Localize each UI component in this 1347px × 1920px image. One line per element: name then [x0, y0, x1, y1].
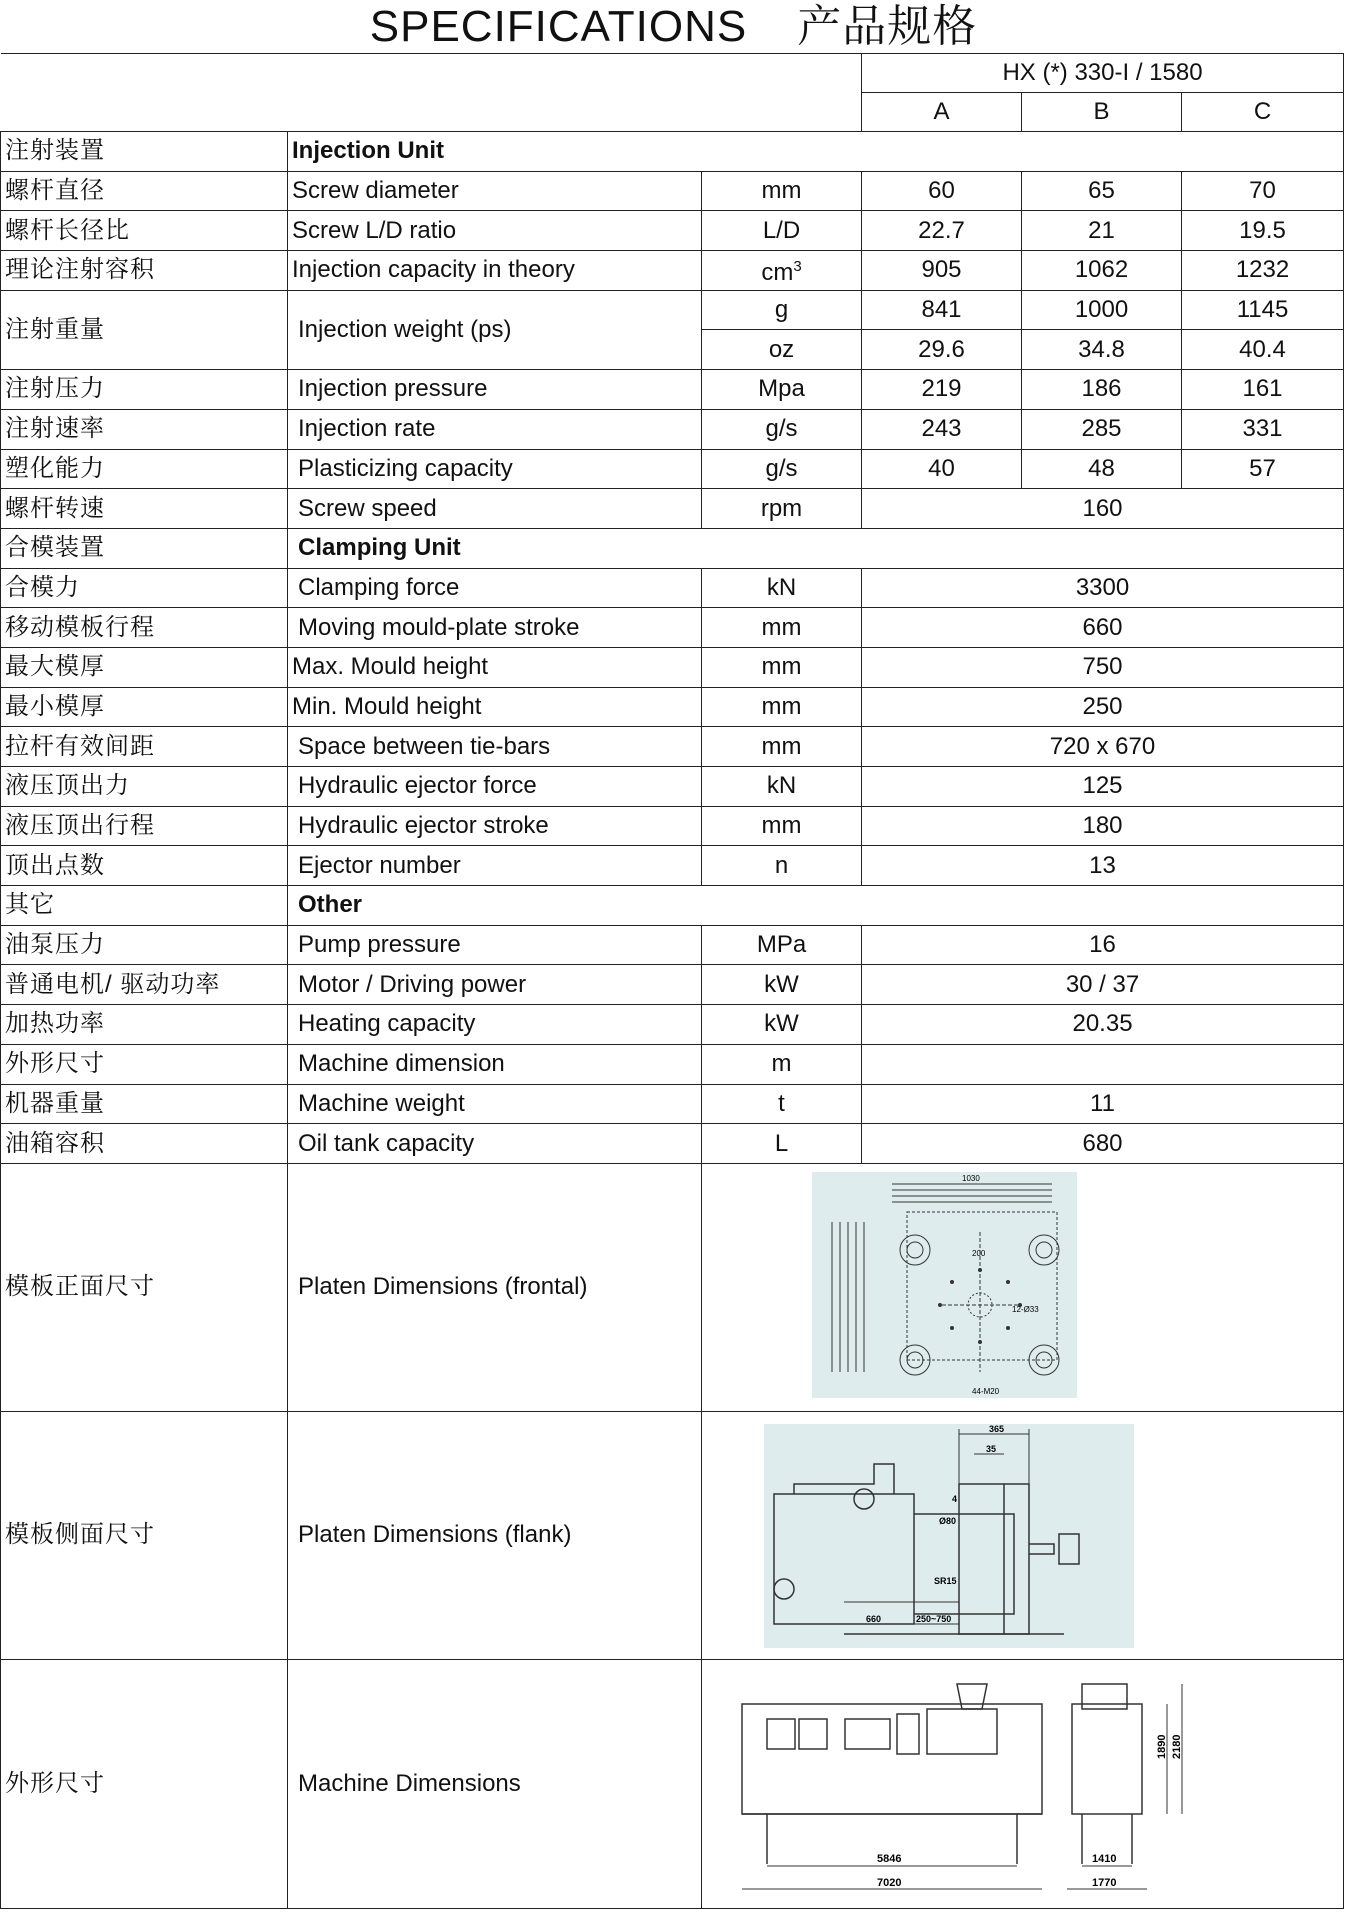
dim-label: 4	[952, 1493, 958, 1504]
table-row	[1, 568, 1344, 608]
value-c: 70	[1182, 171, 1344, 211]
value-a: 60	[862, 171, 1022, 211]
dim-label: 660	[866, 1613, 882, 1624]
row-unit: m	[702, 1044, 862, 1084]
row-cn: 液压顶出行程	[1, 806, 288, 846]
row-cn: 外形尺寸	[1, 1044, 288, 1084]
dim-label: 1410	[1092, 1852, 1117, 1865]
row-en: Plasticizing capacity	[288, 449, 702, 489]
row-en: Platen Dimensions (flank)	[288, 1411, 702, 1659]
header-blank	[1, 54, 862, 132]
dim-label: SR15	[934, 1575, 957, 1586]
platen-frontal-svg	[812, 1172, 1077, 1398]
platen-flank-drawing	[702, 1411, 1344, 1659]
section-en: Injection Unit	[288, 132, 1344, 172]
section-other	[1, 886, 1344, 926]
row-en: Screw speed	[288, 489, 702, 529]
section-en: Other	[288, 886, 1344, 926]
value-c: 1145	[1182, 290, 1344, 330]
row-unit: mm	[702, 647, 862, 687]
row-en: Screw diameter	[288, 171, 702, 211]
row-en: Moving mould-plate stroke	[288, 608, 702, 648]
row-value: 20.35	[862, 1005, 1344, 1045]
row-unit: kW	[702, 965, 862, 1005]
value-b: 285	[1022, 409, 1182, 449]
table-row	[1, 290, 1344, 330]
column-a-header: A	[862, 93, 1022, 132]
table-row	[1, 211, 1344, 251]
row-value: 250	[862, 687, 1344, 727]
value-c: 1232	[1182, 251, 1344, 291]
table-row	[1, 1124, 1344, 1164]
row-en: Max. Mould height	[288, 647, 702, 687]
dim-label: 44-M20	[972, 1386, 1000, 1396]
row-unit: kN	[702, 767, 862, 807]
row-en: Injection capacity in theory	[288, 251, 702, 291]
row-cn: 加热功率	[1, 1005, 288, 1045]
row-value: 30 / 37	[862, 965, 1344, 1005]
value-a: 22.7	[862, 211, 1022, 251]
row-unit: g	[702, 290, 862, 330]
drawing-row-machine	[1, 1659, 1344, 1908]
row-unit: mm	[702, 687, 862, 727]
row-en: Oil tank capacity	[288, 1124, 702, 1164]
section-cn: 合模装置	[1, 528, 288, 568]
table-row	[1, 846, 1344, 886]
row-value: 660	[862, 608, 1344, 648]
row-cn: 油箱容积	[1, 1124, 288, 1164]
value-a: 219	[862, 370, 1022, 410]
row-unit: oz	[702, 330, 862, 370]
row-value: 3300	[862, 568, 1344, 608]
row-cn: 模板正面尺寸	[1, 1163, 288, 1411]
table-row	[1, 1005, 1344, 1045]
drawing-row-frontal	[1, 1163, 1344, 1411]
row-cn: 普通电机/ 驱动功率	[1, 965, 288, 1005]
row-en: Heating capacity	[288, 1005, 702, 1045]
row-en: Screw L/D ratio	[288, 211, 702, 251]
table-row	[1, 489, 1344, 529]
column-b-header: B	[1022, 93, 1182, 132]
value-a: 243	[862, 409, 1022, 449]
row-en: Machine dimension	[288, 1044, 702, 1084]
value-c: 57	[1182, 449, 1344, 489]
row-cn: 最小模厚	[1, 687, 288, 727]
row-en: Hydraulic ejector force	[288, 767, 702, 807]
row-value: 180	[862, 806, 1344, 846]
row-value: 13	[862, 846, 1344, 886]
row-unit: g/s	[702, 449, 862, 489]
value-c: 19.5	[1182, 211, 1344, 251]
row-unit: L/D	[702, 211, 862, 251]
row-unit: kW	[702, 1005, 862, 1045]
row-value: 160	[862, 489, 1344, 529]
row-unit: kN	[702, 568, 862, 608]
row-cn: 螺杆直径	[1, 171, 288, 211]
dim-label: 7020	[877, 1876, 902, 1889]
row-en: Motor / Driving power	[288, 965, 702, 1005]
dim-label: 1890	[1156, 1734, 1168, 1759]
row-cn: 理论注射容积	[1, 251, 288, 291]
dim-label: 5846	[877, 1852, 902, 1865]
table-row	[1, 251, 1344, 291]
row-cn: 外形尺寸	[1, 1659, 288, 1908]
section-clamping-unit	[1, 528, 1344, 568]
row-en: Hydraulic ejector stroke	[288, 806, 702, 846]
row-cn: 合模力	[1, 568, 288, 608]
row-en: Ejector number	[288, 846, 702, 886]
value-b: 48	[1022, 449, 1182, 489]
row-en: Injection rate	[288, 409, 702, 449]
table-row	[1, 449, 1344, 489]
dim-label: Ø80	[939, 1515, 957, 1526]
value-c: 161	[1182, 370, 1344, 410]
dim-label: 12-Ø33	[1012, 1304, 1039, 1314]
row-cn: 模板侧面尺寸	[1, 1411, 288, 1659]
row-unit: mm	[702, 727, 862, 767]
row-en: Platen Dimensions (frontal)	[288, 1163, 702, 1411]
row-value: 680	[862, 1124, 1344, 1164]
row-value: 720 x 670	[862, 727, 1344, 767]
value-c: 40.4	[1182, 330, 1344, 370]
specifications-table	[0, 53, 1344, 1909]
table-row	[1, 965, 1344, 1005]
row-en: Min. Mould height	[288, 687, 702, 727]
row-cn: 液压顶出力	[1, 767, 288, 807]
value-b: 65	[1022, 171, 1182, 211]
dim-label: 365	[989, 1423, 1005, 1434]
section-en: Clamping Unit	[288, 528, 1344, 568]
dim-label: 1030	[962, 1173, 980, 1183]
row-en: Machine Dimensions	[288, 1659, 702, 1908]
row-en: Clamping force	[288, 568, 702, 608]
table-row	[1, 806, 1344, 846]
value-c: 331	[1182, 409, 1344, 449]
dim-label: 35	[986, 1443, 997, 1454]
section-cn: 注射装置	[1, 132, 288, 172]
row-value: 11	[862, 1084, 1344, 1124]
table-row	[1, 647, 1344, 687]
table-row	[1, 727, 1344, 767]
value-a: 841	[862, 290, 1022, 330]
page-title	[0, 0, 1347, 54]
value-a: 40	[862, 449, 1022, 489]
row-unit: $cm^3$	[702, 251, 862, 291]
row-cn: 注射速率	[1, 409, 288, 449]
row-cn: 螺杆转速	[1, 489, 288, 529]
table-row	[1, 767, 1344, 807]
dim-label: 250~750	[916, 1613, 952, 1624]
section-cn: 其它	[1, 886, 288, 926]
dim-label: 200	[972, 1248, 986, 1258]
model-header: HX (*) 330-I / 1580	[862, 54, 1344, 93]
row-value: 16	[862, 925, 1344, 965]
title-chinese: 产品规格	[797, 2, 978, 51]
row-unit: t	[702, 1084, 862, 1124]
value-a: 905	[862, 251, 1022, 291]
row-value: 750	[862, 647, 1344, 687]
column-c-header: C	[1182, 93, 1344, 132]
table-row	[1, 687, 1344, 727]
machine-dimensions-svg	[737, 1664, 1237, 1904]
row-en: Injection pressure	[288, 370, 702, 410]
row-cn: 顶出点数	[1, 846, 288, 886]
row-unit: g/s	[702, 409, 862, 449]
row-value: 125	[862, 767, 1344, 807]
row-unit: mm	[702, 171, 862, 211]
row-unit: rpm	[702, 489, 862, 529]
drawing-row-flank	[1, 1411, 1344, 1659]
platen-flank-svg	[764, 1424, 1134, 1648]
value-b: 186	[1022, 370, 1182, 410]
title-english: SPECIFICATIONS	[369, 2, 748, 51]
section-injection-unit	[1, 132, 1344, 172]
row-unit: n	[702, 846, 862, 886]
row-cn: 注射压力	[1, 370, 288, 410]
row-unit: Mpa	[702, 370, 862, 410]
row-cn: 油泵压力	[1, 925, 288, 965]
table-row	[1, 171, 1344, 211]
table-row	[1, 409, 1344, 449]
row-cn: 注射重量	[1, 290, 288, 369]
machine-dimensions-drawing	[702, 1659, 1344, 1908]
table-row	[1, 925, 1344, 965]
row-unit: L	[702, 1124, 862, 1164]
value-b: 1062	[1022, 251, 1182, 291]
row-unit: mm	[702, 806, 862, 846]
platen-frontal-drawing	[702, 1163, 1344, 1411]
dim-label: 2180	[1171, 1734, 1183, 1759]
value-a: 29.6	[862, 330, 1022, 370]
row-en: Machine weight	[288, 1084, 702, 1124]
row-cn: 螺杆长径比	[1, 211, 288, 251]
row-cn: 塑化能力	[1, 449, 288, 489]
table-row	[1, 1044, 1344, 1084]
value-b: 34.8	[1022, 330, 1182, 370]
row-cn: 机器重量	[1, 1084, 288, 1124]
row-cn: 拉杆有效间距	[1, 727, 288, 767]
row-cn: 移动模板行程	[1, 608, 288, 648]
dim-label: 1770	[1092, 1876, 1117, 1889]
row-unit: MPa	[702, 925, 862, 965]
table-row	[1, 608, 1344, 648]
row-en: Pump pressure	[288, 925, 702, 965]
row-en: Space between tie-bars	[288, 727, 702, 767]
value-b: 21	[1022, 211, 1182, 251]
row-cn: 最大模厚	[1, 647, 288, 687]
table-row	[1, 1084, 1344, 1124]
row-unit: mm	[702, 608, 862, 648]
value-b: 1000	[1022, 290, 1182, 330]
row-value	[862, 1044, 1344, 1084]
table-row	[1, 370, 1344, 410]
row-en: Injection weight (ps)	[288, 290, 702, 369]
